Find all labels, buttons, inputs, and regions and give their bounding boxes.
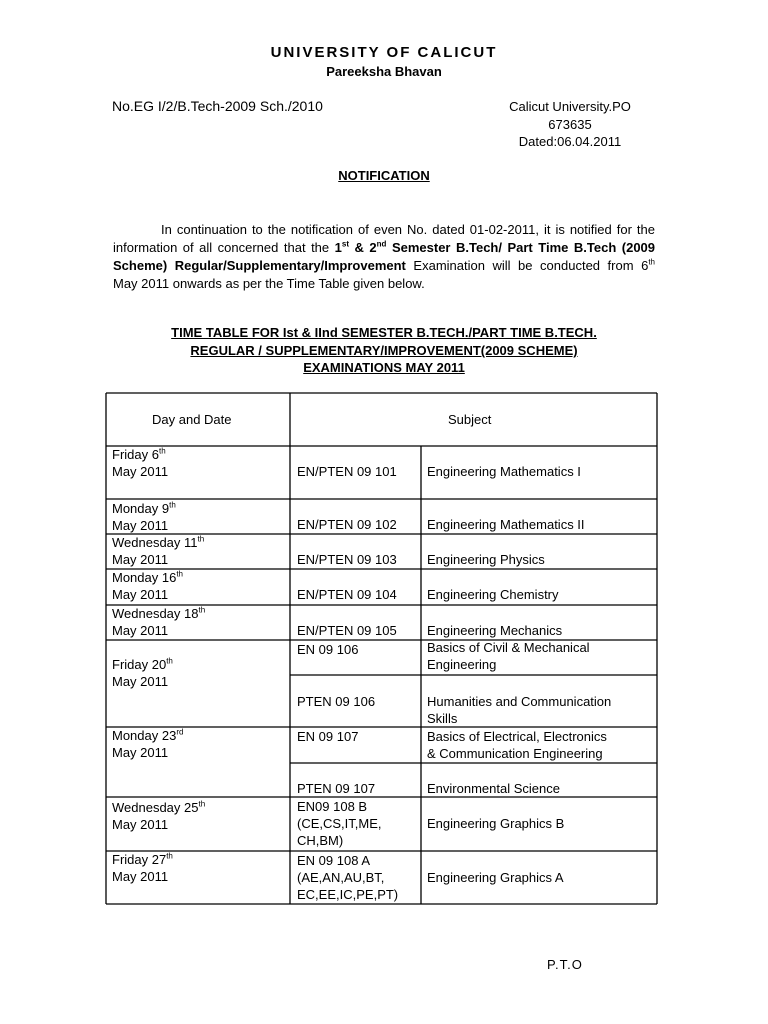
day-name: Wednesday 18 [112,606,199,621]
course-code: EN/PTEN 09 103 [297,552,397,567]
subject-name: Basics of Civil & Mechanical [427,640,590,655]
ordinal-th: th [648,257,655,267]
day-ordinal: th [198,605,206,615]
day-name: Friday 6 [112,447,159,462]
course-code: (AE,AN,AU,BT, [297,870,385,885]
day-ordinal: th [197,534,205,544]
course-code: EN/PTEN 09 104 [297,587,397,602]
day-name: Monday 16 [112,570,177,585]
subject-name: Engineering Physics [427,552,545,567]
day-label [112,500,176,517]
subject-name: Basics of Electrical, Electronics [427,729,607,744]
ordinal-nd: nd [376,239,387,249]
subject-name: Engineering Mechanics [427,623,563,638]
month-label: May 2011 [112,518,169,533]
day-name: Friday 20 [112,657,167,672]
timetable-title-line-2: REGULAR / SUPPLEMENTARY/IMPROVEMENT(2009 SCHEME) [190,343,578,358]
timetable-title-line-3: EXAMINATIONS MAY 2011 [303,360,465,375]
day-label [112,534,204,551]
timetable [106,393,657,904]
day-date-header: Day and Date [152,412,232,427]
day-name: Monday 9 [112,501,170,516]
subject-name: Engineering Mathematics II [427,517,585,532]
subject-name: Engineering Mathematics I [427,464,581,479]
course-code: CH,BM) [297,833,344,848]
day-ordinal: th [169,500,176,510]
day-name: Monday 23 [112,728,177,743]
day-ordinal: th [166,851,173,861]
day-ordinal: th [176,569,183,579]
day-name: Wednesday 25 [112,800,199,815]
body-text-2: Examination will be conducted from 6 [405,258,649,273]
university-name: UNIVERSITY OF CALICUT [270,44,498,61]
course-code: EN/PTEN 09 105 [297,623,397,638]
address-line-2: 673635 [548,117,592,132]
address-line-1: Calicut University.PO [509,99,631,114]
day-name: Wednesday 11 [112,535,198,550]
notification-body [113,221,655,293]
day-label [112,851,173,868]
month-label: May 2011 [112,623,169,638]
month-label: May 2011 [112,817,169,832]
subject-name: Engineering Graphics B [427,816,565,831]
subject-name: Engineering Graphics A [427,870,564,885]
page-turn-over: P.T.O [547,957,583,972]
day-ordinal: th [166,656,173,666]
course-code: EN 09 108 A [297,853,370,868]
month-label: May 2011 [112,745,169,760]
month-label: May 2011 [112,587,169,602]
date-line: Dated:06.04.2011 [518,134,622,149]
ordinal-st: st [341,239,350,249]
course-code: EN 09 107 [297,729,359,744]
month-label: May 2011 [112,674,169,689]
day-ordinal: th [158,446,166,456]
timetable-title-line-1: TIME TABLE FOR Ist & IInd SEMESTER B.TECH./PART TIME B.TECH. [171,325,597,340]
subject-name: Engineering [427,657,497,672]
notification-title: NOTIFICATION [338,168,430,183]
body-text-1: In continuation to the notification of even No. dated 01-02-2011, it is notified for the information of all concerned that the [113,222,655,255]
body-bold-1: 1st & 2nd Semester B.Tech/ Part Time B.Tech (2009 Scheme) Regular/Supplementary/Improvement [113,239,656,273]
course-code: EN/PTEN 09 102 [297,517,397,532]
month-label: May 2011 [112,464,169,479]
subject-name: Environmental Science [427,781,560,796]
course-code: PTEN 09 106 [297,694,376,709]
day-label [112,605,205,622]
course-code: EN/PTEN 09 101 [297,464,397,479]
course-code: PTEN 09 107 [297,781,376,796]
day-ordinal: th [198,799,206,809]
course-code: EN09 108 B [297,799,368,814]
month-label: May 2011 [112,869,169,884]
subject-name: & Communication Engineering [427,746,603,761]
course-code: (CE,CS,IT,ME, [297,816,382,831]
course-code: EN 09 106 [297,642,359,657]
subject-name: Engineering Chemistry [427,587,559,602]
reference-number: No.EG I/2/B.Tech-2009 Sch./2010 [112,98,323,114]
course-code: EC,EE,IC,PE,PT) [297,887,399,902]
day-label [112,727,183,744]
subject-header: Subject [448,412,492,427]
body-text-3: May 2011 onwards as per the Time Table given below. [113,276,425,291]
day-ordinal: rd [176,727,184,737]
office-name: Pareeksha Bhavan [326,64,442,79]
day-label [112,446,166,463]
day-label [112,656,173,673]
month-label: May 2011 [112,552,169,567]
day-label [112,799,205,816]
subject-name: Humanities and Communication [427,694,612,709]
subject-name: Skills [427,711,458,726]
day-name: Friday 27 [112,852,167,867]
day-label [112,569,183,586]
